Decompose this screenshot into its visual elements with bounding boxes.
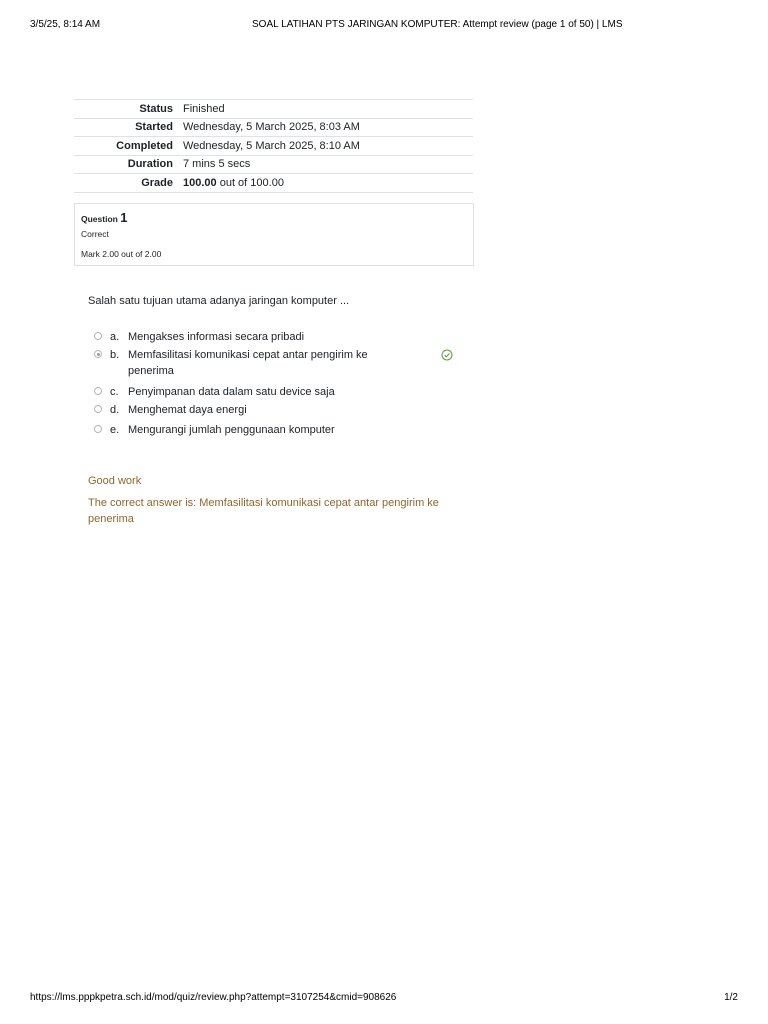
question-state: Correct: [81, 229, 109, 239]
summary-row-grade: [74, 174, 473, 193]
attempt-summary-table: [74, 99, 473, 193]
summary-row-duration: [74, 155, 473, 174]
summary-value: Finished: [183, 100, 473, 119]
answer-text: Memfasilitasi komunikasi cepat antar pengirim ke penerima: [128, 349, 368, 377]
answer-letter: c.: [110, 386, 119, 398]
summary-row-status: [74, 100, 473, 119]
question-number: [81, 210, 127, 225]
check-circle-icon: [441, 349, 453, 361]
print-footer: [30, 992, 738, 1006]
grade-score: 100.00: [183, 176, 217, 189]
summary-value: 7 mins 5 secs: [183, 155, 473, 174]
summary-value: Wednesday, 5 March 2025, 8:10 AM: [183, 137, 473, 156]
answer-letter: a.: [110, 331, 120, 343]
question-prefix: Question: [81, 214, 121, 224]
print-page-number: 1/2: [724, 992, 738, 1003]
print-datetime: 3/5/25, 8:14 AM: [30, 19, 101, 30]
answer-text: Menghemat daya energi: [128, 404, 247, 416]
answer-text: Mengakses informasi secara pribadi: [128, 331, 305, 343]
summary-label: Completed: [74, 137, 183, 156]
grade-out-of: out of 100.00: [216, 176, 284, 189]
summary-row-started: [74, 118, 473, 137]
summary-row-completed: [74, 137, 473, 156]
summary-label: Status: [74, 100, 183, 119]
answer-text: Penyimpanan data dalam satu device saja: [128, 386, 335, 398]
radio-button[interactable]: [94, 405, 102, 413]
print-header: [30, 19, 738, 33]
question-grade: Mark 2.00 out of 2.00: [81, 249, 162, 259]
radio-button[interactable]: [94, 332, 102, 340]
question-text: Salah satu tujuan utama adanya jaringan komputer ...: [88, 295, 350, 307]
print-url: https://lms.pppkpetra.sch.id/mod/quiz/review.php?attempt=3107254&cmid=908626: [30, 992, 397, 1003]
summary-label: Grade: [74, 174, 183, 193]
summary-value: Wednesday, 5 March 2025, 8:03 AM: [183, 118, 473, 137]
answer-letter: e.: [110, 424, 120, 436]
answer-text: Mengurangi jumlah penggunaan komputer: [128, 424, 335, 436]
radio-button-selected[interactable]: [94, 350, 102, 358]
answer-letter: d.: [110, 404, 120, 416]
general-feedback: Good work: [88, 475, 142, 487]
print-page-title: SOAL LATIHAN PTS JARINGAN KOMPUTER: Attempt review (page 1 of 50) | LMS: [252, 19, 623, 30]
answer-letter: b.: [110, 349, 120, 361]
radio-button[interactable]: [94, 387, 102, 395]
radio-button[interactable]: [94, 425, 102, 433]
question-info-box: [74, 203, 474, 266]
summary-label: Duration: [74, 155, 183, 174]
summary-label: Started: [74, 118, 183, 137]
question-number-value: 1: [120, 210, 128, 225]
right-answer: The correct answer is: Memfasilitasi komunikasi cepat antar pengirim ke penerima: [88, 497, 439, 525]
summary-value: [183, 174, 473, 193]
